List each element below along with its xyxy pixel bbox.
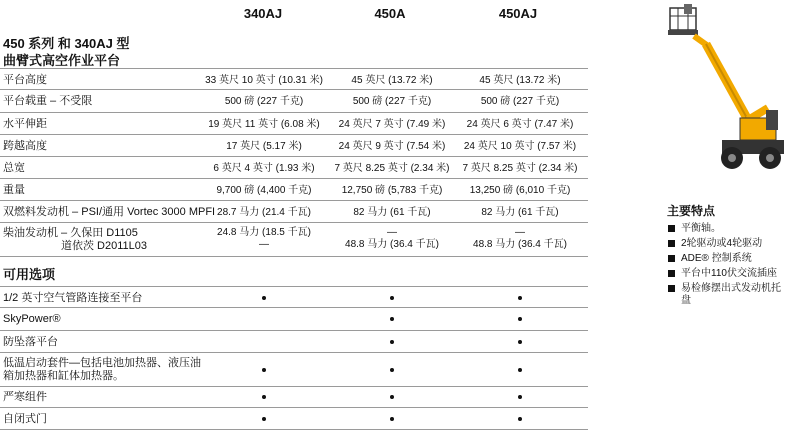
availability-dot (518, 296, 522, 300)
spec-value: 13,250 磅 (6,010 千克) (469, 185, 571, 196)
spec-label: 总宽 (3, 162, 25, 174)
option-row (0, 308, 588, 331)
spec-value: 48.8 马力 (36.4 千瓦) (345, 239, 439, 250)
option-label: SkyPower® (3, 313, 61, 325)
availability-dot (518, 368, 522, 372)
spec-value: 24 英尺 6 英寸 (7.47 米) (466, 119, 574, 130)
availability-dot (518, 395, 522, 399)
spec-row (0, 201, 588, 223)
spec-row (0, 68, 588, 90)
spec-value: 45 英尺 (13.72 米) (351, 75, 433, 86)
spec-label: 双燃料发动机 – PSI/通用 Vortec 3000 MPFI (3, 206, 216, 218)
option-row (0, 286, 588, 308)
option-row (0, 387, 588, 408)
spec-value: 24 英尺 9 英寸 (7.54 米) (338, 141, 446, 152)
spec-value: 82 马力 (61 千瓦) (481, 207, 559, 218)
spec-label: 跨越高度 (3, 140, 47, 152)
spec-value: — (259, 239, 269, 250)
spec-value: 28.7 马力 (21.4 千瓦) (217, 207, 311, 218)
column-header-450a: 450A (374, 6, 406, 21)
option-row (0, 408, 588, 430)
spec-value: 12,750 磅 (5,783 千克) (341, 185, 443, 196)
spec-row (0, 179, 588, 201)
spec-value: 17 英尺 (5.17 米) (226, 141, 302, 152)
availability-dot (390, 417, 394, 421)
spec-value: — (387, 227, 397, 238)
availability-dot (390, 340, 394, 344)
availability-dot (390, 368, 394, 372)
spec-value: 24 英尺 10 英寸 (7.57 米) (463, 141, 577, 152)
spec-value: 24.8 马力 (18.5 千瓦) (217, 227, 311, 238)
spec-row (0, 113, 588, 135)
option-row (0, 331, 588, 353)
spec-value: 7 英尺 8.25 英寸 (2.34 米) (334, 163, 450, 174)
square-bullet-icon (668, 270, 675, 277)
spec-row-diesel (0, 223, 588, 257)
option-row (0, 353, 588, 387)
spec-value: 45 英尺 (13.72 米) (479, 75, 561, 86)
boom-lift-illustration (648, 0, 788, 180)
feature-item: 平台中110伏交流插座 (667, 268, 787, 280)
square-bullet-icon (668, 255, 675, 262)
option-label: 防坠落平台 (3, 336, 58, 348)
feature-item: 易检修摆出式发动机托盘 (667, 283, 787, 307)
spec-label: 平台载重 – 不受限 (3, 95, 93, 107)
spec-label: 柴油发动机 – 久保田 D1105 (3, 227, 138, 239)
availability-dot (262, 395, 266, 399)
spec-value: 500 磅 (227 千克) (480, 96, 560, 107)
spec-row (0, 90, 588, 113)
spec-value: 9,700 磅 (4,400 千克) (216, 185, 312, 196)
spec-row (0, 135, 588, 157)
availability-dot (518, 417, 522, 421)
spec-value: 6 英尺 4 英寸 (1.93 米) (213, 163, 315, 174)
spec-value: 500 磅 (227 千克) (224, 96, 304, 107)
feature-item: 2轮驱动或4轮驱动 (667, 238, 787, 250)
column-header-340aj: 340AJ (243, 6, 283, 21)
option-label: 自闭式门 (3, 413, 47, 425)
spec-value: 48.8 马力 (36.4 千瓦) (473, 239, 567, 250)
features-title: 主要特点 (667, 204, 716, 218)
availability-dot (262, 417, 266, 421)
feature-item: 平衡轴。 (667, 223, 787, 235)
key-features (667, 202, 787, 310)
spec-value: 33 英尺 10 英寸 (10.31 米) (205, 75, 323, 86)
feature-item: ADE® 控制系统 (667, 253, 787, 265)
option-label: 严寒组件 (3, 391, 47, 403)
spec-label: 水平伸距 (3, 118, 47, 130)
spec-row (0, 157, 588, 179)
availability-dot (262, 296, 266, 300)
availability-dot (518, 317, 522, 321)
table-title: 450 系列 和 340AJ 型 (3, 36, 130, 51)
square-bullet-icon (668, 225, 675, 232)
availability-dot (262, 368, 266, 372)
spec-value: 82 马力 (61 千瓦) (353, 207, 431, 218)
option-label: 低温启动套件—包括电池加热器、液压油 (3, 357, 201, 369)
option-label-secondary: 箱加热器和缸体加热器。 (3, 370, 124, 382)
platform-basket (668, 4, 698, 35)
options-title: 可用选项 (3, 267, 56, 282)
column-header-450aj: 450AJ (498, 6, 538, 21)
spec-value: — (515, 227, 525, 238)
availability-dot (390, 395, 394, 399)
spec-label-secondary: 道依茨 D2011L03 (61, 240, 148, 252)
spec-value: 500 磅 (227 千克) (352, 96, 432, 107)
availability-dot (390, 296, 394, 300)
square-bullet-icon (668, 240, 675, 247)
option-label: 1/2 英寸空气管路连接至平台 (3, 292, 143, 304)
spec-value: 19 英尺 11 英寸 (6.08 米) (208, 119, 320, 130)
table-subtitle: 曲臂式高空作业平台 (3, 53, 121, 68)
spec-value: 7 英尺 8.25 英寸 (2.34 米) (462, 163, 578, 174)
availability-dot (518, 340, 522, 344)
spec-value: 24 英尺 7 英寸 (7.49 米) (338, 119, 446, 130)
spec-label: 重量 (3, 184, 25, 196)
square-bullet-icon (668, 285, 675, 292)
spec-label: 平台高度 (3, 74, 47, 86)
availability-dot (390, 317, 394, 321)
